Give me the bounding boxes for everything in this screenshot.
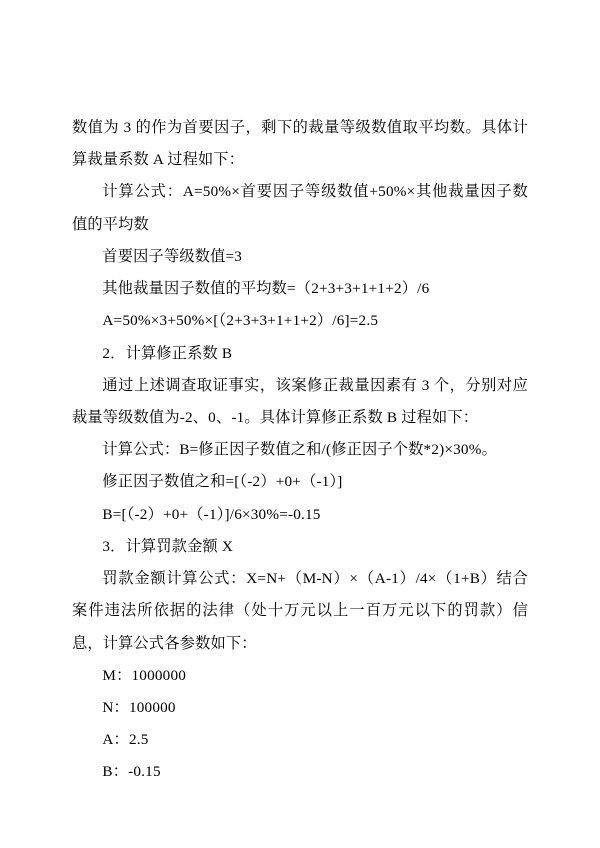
paragraph-9: 修正因子数值之和=[（-2）+0+（-1）] [102, 473, 343, 491]
paragraph-8: 计算公式：B=修正因子数值之和/(修正因子个数*2)×30%。 [102, 441, 497, 459]
paragraph-11-heading-penalty-amount: 3．计算罚款金额 X [102, 537, 234, 555]
paragraph-5: A=50%×3+50%×[（2+3+3+1+1+2）/6]=2.5 [102, 312, 379, 330]
paragraph-10: B=[（-2）+0+（-1）]/6×30%=-0.15 [102, 505, 321, 523]
parameter-b: B：-0.15 [102, 763, 161, 781]
paragraph-1: 数值为 3 的作为首要因子，剩下的裁量等级数值取平均数。具体计算裁量系数 A 过程如下： [72, 119, 528, 169]
paragraph-6-heading-correction-coefficient: 2．计算修正系数 B [102, 344, 233, 362]
paragraph-2: 计算公式：A=50%×首要因子等级数值+50%×其他裁量因子数值的平均数 [72, 183, 528, 233]
parameter-a: A：2.5 [102, 731, 149, 749]
parameter-m: M：1000000 [102, 666, 187, 684]
paragraph-3: 首要因子等级数值=3 [102, 247, 243, 265]
document-body [72, 112, 528, 789]
paragraph-12: 罚款金额计算公式：X=N+（M-N）×（A-1）/4×（1+B）结合案件违法所依据的法律（处十万元以上一百万元以下的罚款）信息，计算公式各参数如下： [72, 570, 528, 652]
paragraph-4: 其他裁量因子数值的平均数=（2+3+3+1+1+2）/6 [102, 280, 430, 298]
parameter-n: N：100000 [102, 698, 176, 716]
paragraph-7: 通过上述调查取证事实，该案修正裁量因素有 3 个，分别对应裁量等级数值为-2、0、-1。具体计算修正系数 B 过程如下： [72, 376, 528, 426]
